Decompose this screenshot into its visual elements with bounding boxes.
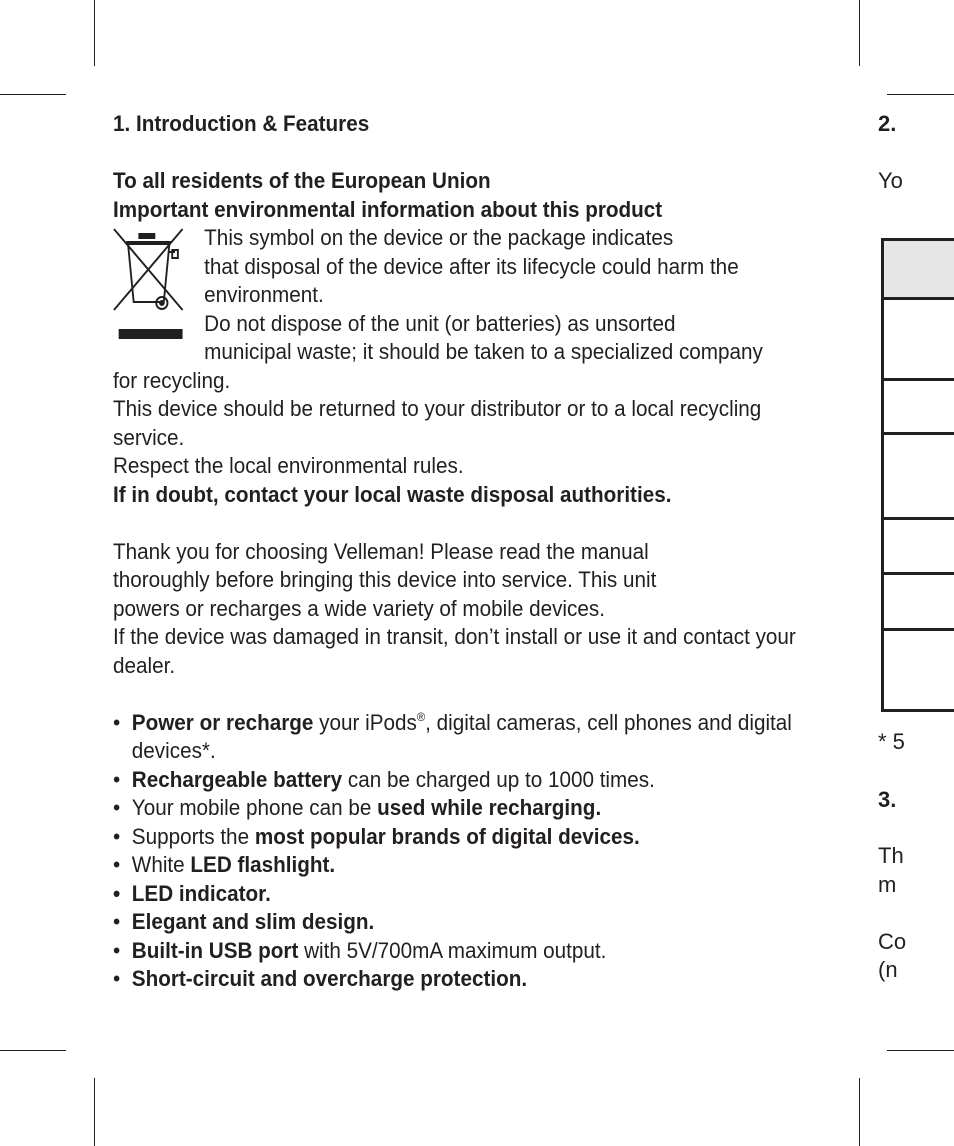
thanks-line: Thank you for choosing Velleman! Please read the manual [113,538,649,564]
feature-item [113,908,813,937]
feature-item [113,937,813,966]
registered-mark: ® [416,709,426,724]
eu-residents-heading: To all residents of the European Union [113,168,491,193]
footnote-fragment: * 5 [878,729,905,754]
respect-rules-text: Respect the local environmental rules. [113,453,464,478]
crop-mark-bottom-left-horizontal [0,1050,66,1051]
table-row-divider [884,572,954,575]
feature-bold: Power or recharge [131,709,314,735]
crop-mark-bottom-right-horizontal [887,1050,954,1051]
feature-bold: LED indicator. [131,880,271,906]
feature-item [113,880,813,909]
symbol-text-line: environment. [204,282,324,307]
crossed-out-wheelie-bin-icon [113,228,188,340]
feature-text: White [131,852,191,877]
text-fragment: m [878,872,897,897]
feature-bold: Elegant and slim design. [131,909,375,934]
feature-bold: LED flashlight. [190,852,336,877]
table-header-row [884,238,954,300]
crop-mark-top-right-horizontal [887,94,954,95]
section2-heading-fragment: 2. [878,111,897,136]
feature-item [113,709,813,766]
specifications-table-fragment [881,238,954,712]
table-row-divider [884,378,954,381]
crop-mark-top-right-vertical [859,0,860,66]
feature-item [113,823,813,852]
feature-bold: Rechargeable battery [131,766,343,792]
table-row-divider [884,709,954,712]
table-row-divider [884,432,954,435]
crop-mark-bottom-left-vertical [94,1078,95,1146]
feature-item [113,766,813,795]
table-row-divider [884,628,954,631]
doubt-contact-text: If in doubt, contact your local waste disposal authorities. [113,481,672,507]
crop-mark-top-left-vertical [94,0,95,66]
text-fragment: Co [878,929,907,954]
feature-item [113,965,813,994]
symbol-text-line: Do not dispose of the unit (or batteries) as unsorted [204,310,676,336]
feature-bold: Short-circuit and overcharge protection. [131,966,528,991]
environmental-info-heading: Important environmental information about this product [113,196,663,222]
text-fragment: Th [878,843,904,868]
text-fragment: (n [878,957,898,982]
feature-bold: used while recharging. [377,795,602,820]
feature-text: Supports the [131,823,255,849]
feature-text: with 5V/700mA maximum output. [298,937,607,963]
weee-notice [113,224,813,395]
symbol-text-line: for recycling. [113,367,231,393]
feature-bold: Built-in USB port [131,937,299,963]
feature-text: your iPods [313,709,417,735]
feature-text: , digital cameras, cell phones and digital devices*. [131,709,792,763]
damage-notice: If the device was damaged in transit, don’t install or use it and contact your dealer. [113,624,796,678]
crop-mark-bottom-right-vertical [859,1078,860,1146]
feature-text: can be charged up to 1000 times. [342,766,655,792]
feature-item [113,851,813,880]
feature-item [113,794,813,823]
manual-page-right-cropped [878,110,954,1010]
table-row-divider [884,517,954,520]
crop-mark-top-left-horizontal [0,94,66,95]
feature-text: Your mobile phone can be [131,795,378,820]
feature-list [113,709,813,994]
section3-heading-fragment: 3. [878,787,897,812]
thanks-line: powers or recharges a wide variety of mobile devices. [113,595,605,621]
symbol-text-line: municipal waste; it should be taken to a specialized company [204,339,763,364]
feature-bold: most popular brands of digital devices. [254,823,640,849]
thanks-line: thoroughly before bringing this device into service. This unit [113,567,657,592]
symbol-text-line: This symbol on the device or the package indicates [204,225,674,250]
section-heading: 1. Introduction & Features [113,111,370,136]
return-instructions: This device should be returned to your distributor or to a local recycling service. [113,396,762,450]
symbol-text-line: that disposal of the device after its lifecycle could harm the [204,253,739,279]
manual-page-left [113,110,813,994]
text-fragment: Yo [878,168,903,193]
